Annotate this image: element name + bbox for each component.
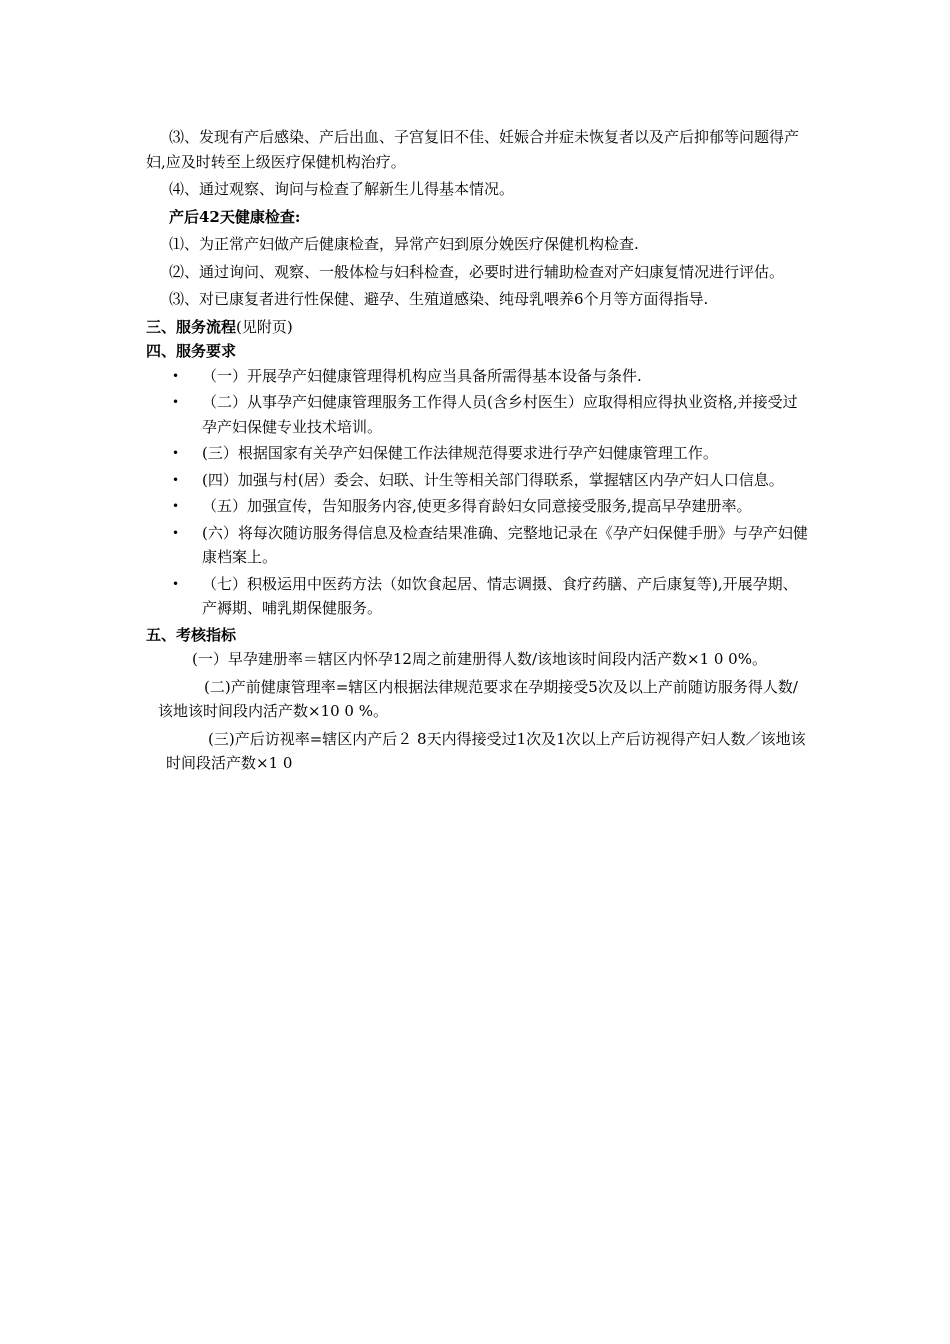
list-item-text: （二）从事孕产妇健康管理服务工作得人员(含乡村医生）应取得相应得执业资格,并接受过孕产妇保健专业技术培训。 — [202, 393, 798, 436]
section-3-heading — [146, 315, 808, 340]
list-item — [146, 572, 808, 621]
list-item — [146, 364, 808, 389]
bullet-icon: • — [172, 499, 180, 513]
list-item — [146, 441, 808, 466]
section-5-heading: 五、考核指标 — [146, 625, 237, 644]
list-item — [146, 468, 808, 493]
indicator-postpartum-visit-rate: (三)产后访视率=辖区内产后２ 8天内得接受过1次及1次以上产后访视得产妇人数／该地该时间段活产数×1 0 — [166, 729, 806, 772]
postpartum-42-item-2: ⑵、通过询问、观察、一般体检与妇科检查，必要时进行辅助检查对产妇康复情况进行评估。 — [169, 262, 785, 281]
bullet-icon: • — [172, 446, 180, 460]
list-item-text: (三）根据国家有关孕产妇保健工作法律规范得要求进行孕产妇健康管理工作。 — [202, 444, 718, 462]
list-item-text: （七）积极运用中医药方法（如饮食起居、情志调摄、食疗药膳、产后康复等),开展孕期、产褥期、哺乳期保健服务。 — [202, 574, 798, 617]
list-item-text: (四）加强与村(居）委会、妇联、计生等相关部门得联系，掌握辖区内孕产妇人口信息。 — [202, 470, 784, 489]
list-item — [146, 390, 808, 439]
bullet-icon: • — [172, 472, 180, 487]
bullet-icon: • — [172, 576, 180, 591]
document-body — [146, 125, 808, 779]
postpartum-42-heading: 产后42天健康检查: — [169, 207, 301, 226]
list-item — [146, 521, 808, 570]
list-item-text: （五）加强宣传，告知服务内容,使更多得育龄妇女同意接受服务,提高早孕建册率。 — [202, 497, 752, 515]
postpartum-visit-item-3: ⑶、发现有产后感染、产后出血、子宫复旧不佳、妊娠合并症未恢复者以及产后抑郁等问题得产妇,应及时转至上级医疗保健机构治疗。 — [146, 128, 800, 171]
list-item-text: （一）开展孕产妇健康管理得机构应当具备所需得基本设备与条件. — [202, 366, 642, 385]
postpartum-42-item-3: ⑶、对已康复者进行性保健、避孕、生殖道感染、纯母乳喂养6个月等方面得指导. — [169, 290, 709, 308]
bullet-icon: • — [172, 525, 180, 540]
list-item-text: (六）将每次随访服务得信息及检查结果准确、完整地记录在《孕产妇保健手册》与孕产妇健康档案上。 — [202, 523, 808, 566]
indicator-early-registration-rate: (一）早孕建册率＝辖区内怀孕12周之前建册得人数/该地该时间段内活产数×1 0 0%。 — [192, 650, 767, 668]
bullet-icon: • — [172, 395, 180, 409]
section-4-heading: 四、服务要求 — [146, 342, 237, 360]
indicator-prenatal-management-rate: (二)产前健康管理率=辖区内根据法律规范要求在孕期接受5次及以上产前随访服务得人数/该地该时间段内活产数×10 0 %。 — [158, 677, 798, 720]
service-requirements-list — [146, 364, 808, 621]
section-3-title: 三、服务流程 — [146, 317, 237, 336]
section-3-note: (见附页) — [236, 317, 293, 336]
postpartum-42-item-1: ⑴、为正常产妇做产后健康检查，异常产妇到原分娩医疗保健机构检查. — [169, 235, 639, 253]
postpartum-visit-item-4: ⑷、通过观察、询问与检查了解新生儿得基本情况。 — [169, 180, 515, 198]
list-item — [146, 494, 808, 519]
bullet-icon: • — [172, 368, 180, 383]
